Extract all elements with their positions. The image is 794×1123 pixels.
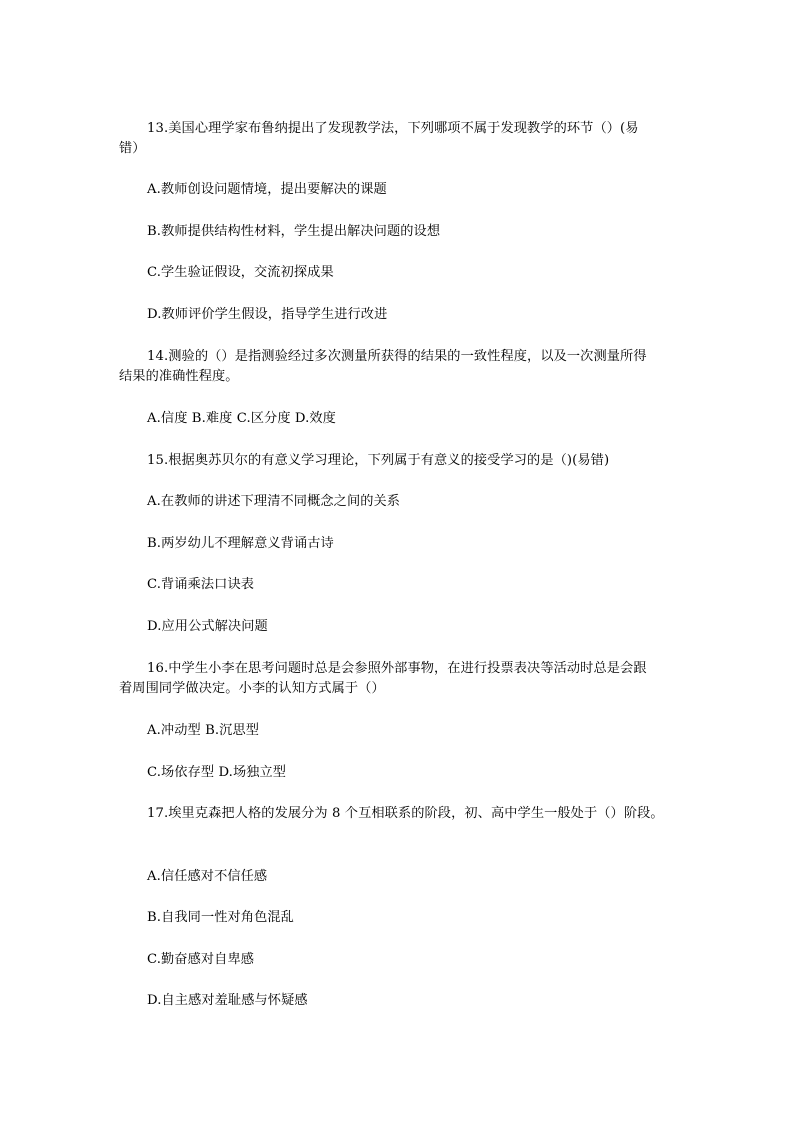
question-14-options: A.信度 B.难度 C.区分度 D.效度 (147, 411, 336, 426)
question-13-option-c: C.学生验证假设，交流初探成果 (147, 265, 334, 280)
question-17-option-c: C.勤奋感对自卑感 (147, 952, 255, 967)
question-17-option-b: B.自我同一性对角色混乱 (147, 910, 294, 925)
question-15-option-b: B.两岁幼儿不理解意义背诵古诗 (147, 536, 334, 551)
question-15-option-d: D.应用公式解决问题 (147, 619, 268, 634)
question-17-option-a: A.信任感对不信任感 (147, 869, 268, 884)
question-14-stem-line-2: 结果的准确性程度。 (119, 369, 239, 384)
question-13-option-b: B.教师提供结构性材料，学生提出解决问题的设想 (147, 224, 441, 239)
question-13-option-a: A.教师创设问题情境，提出要解决的课题 (147, 182, 387, 197)
question-15-option-c: C.背诵乘法口诀表 (147, 577, 255, 592)
question-15-stem: 15.根据奥苏贝尔的有意义学习理论，下列属于有意义的接受学习的是（)(易错) (147, 453, 610, 468)
question-15-option-a: A.在教师的讲述下理清不同概念之间的关系 (147, 494, 401, 509)
question-13-stem-line-1: 13.美国心理学家布鲁纳提出了发现教学法，下列哪项不属于发现教学的环节（）(易 (147, 121, 639, 136)
question-14-stem-line-1: 14.测验的（）是指测验经过多次测量所获得的结果的一致性程度，以及一次测量所得 (147, 349, 647, 364)
question-13-stem-line-2: 错） (119, 141, 146, 156)
question-16-options-ab: A.冲动型 B.沉思型 (147, 723, 260, 738)
question-16-options-cd: C.场依存型 D.场独立型 (147, 765, 287, 780)
question-17-option-d: D.自主感对羞耻感与怀疑感 (147, 993, 308, 1008)
question-13-option-d: D.教师评价学生假设，指导学生进行改进 (147, 307, 388, 322)
question-16-stem-line-1: 16.中学生小李在思考问题时总是会参照外部事物，在进行投票表决等活动时总是会跟 (147, 661, 647, 676)
question-16-stem-line-2: 着周围同学做决定。小李的认知方式属于（） (119, 681, 385, 696)
question-17-stem: 17.埃里克森把人格的发展分为 8 个互相联系的阶段，初、高中学生一般处于（）阶段。 (147, 806, 664, 821)
